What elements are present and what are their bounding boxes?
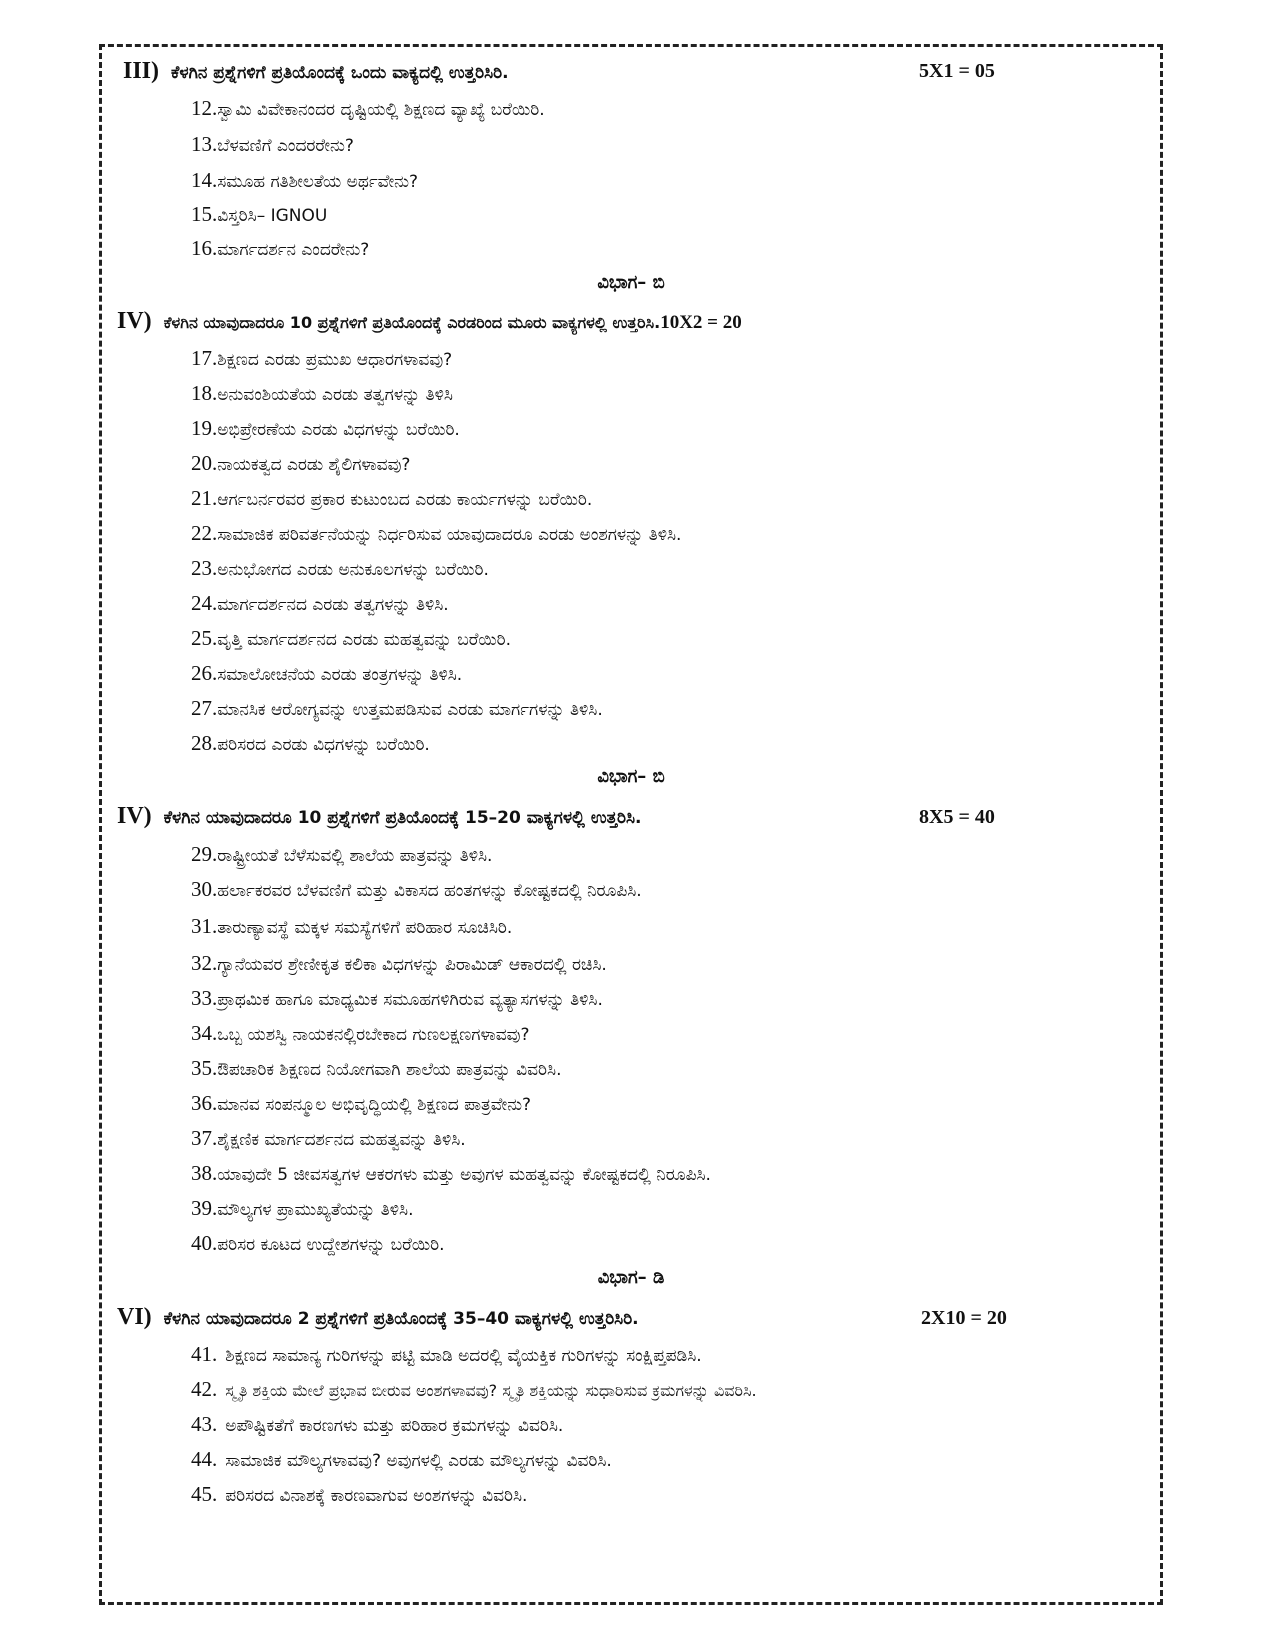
section-marks: 8X5 = 40: [919, 806, 995, 828]
question-item: [191, 1377, 1255, 1402]
question-item: [191, 1196, 1255, 1221]
section-header: [123, 58, 1187, 85]
question-number: 18.: [191, 381, 218, 405]
section-instruction: ಕೆಳಗಿನ ಪ್ರಶ್ನೆಗಳಿಗೆ ಪ್ರತಿಯೊಂದಕ್ಕೆ ಒಂದು ವಾಕ್ಯದಲ್ಲಿ ಉತ್ತರಿಸಿರಿ.: [171, 63, 509, 83]
question-text: ಔಪಚಾರಿಕ ಶಿಕ್ಷಣದ ನಿಯೋಗವಾಗಿ ಶಾಲೆಯ ಪಾತ್ರವನ್ನು ವಿವರಿಸಿ.: [217, 1060, 562, 1080]
question-item: [191, 416, 1255, 441]
question-item: [191, 731, 1255, 756]
question-item: [191, 1412, 1255, 1437]
question-text: ಅನುಭೋಗದ ಎರಡು ಅನುಕೂಲಗಳನ್ನು ಬರೆಯಿರಿ.: [217, 560, 489, 580]
question-item: [191, 346, 1255, 371]
question-item: [191, 381, 1255, 406]
question-item: [191, 1126, 1255, 1151]
question-number: 38.: [191, 1161, 218, 1185]
question-number: 31.: [191, 914, 218, 938]
section-numeral: IV): [117, 308, 152, 334]
question-text: ಅನುವಂಶಿಯತೆಯ ಎರಡು ತತ್ವಗಳನ್ನು ತಿಳಿಸಿ: [217, 385, 453, 405]
question-text: ವಿಸ್ತರಿಸಿ– IGNOU: [217, 206, 328, 226]
question-number: 17.: [191, 346, 218, 370]
question-text: ಅಭಿಪ್ರೇರಣೆಯ ಎರಡು ವಿಧಗಳನ್ನು ಬರೆಯಿರಿ.: [217, 420, 460, 440]
question-item: [191, 842, 1255, 867]
question-number: 28.: [191, 731, 218, 755]
question-number: 44.: [191, 1447, 218, 1471]
question-text: ಮಾರ್ಗದರ್ಶನ ಎಂದರೇನು?: [217, 240, 370, 260]
question-text: ಸಾಮಾಜಿಕ ಮೌಲ್ಯಗಳಾವವು? ಅವುಗಳಲ್ಲಿ ಎರಡು ಮೌಲ್ಯಗಳನ್ನು ವಿವರಿಸಿ.: [225, 1451, 612, 1471]
question-number: 14.: [191, 168, 218, 192]
question-number: 20.: [191, 451, 218, 475]
question-item: [191, 202, 1255, 227]
question-text: ಯಾವುದೇ 5 ಜೀವಸತ್ವಗಳ ಆಕರಗಳು ಮತ್ತು ಅವುಗಳ ಮಹತ್ವವನ್ನು ಕೋಷ್ಟಕದಲ್ಲಿ ನಿರೂಪಿಸಿ.: [217, 1165, 711, 1185]
question-number: 13.: [191, 132, 218, 156]
question-text: ಮಾರ್ಗದರ್ಶನದ ಎರಡು ತತ್ವಗಳನ್ನು ತಿಳಿಸಿ.: [217, 595, 449, 615]
question-text: ಹರ್ಲಾಕರವರ ಬೆಳವಣಿಗೆ ಮತ್ತು ವಿಕಾಸದ ಹಂತಗಳನ್ನು ಕೋಷ್ಟಕದಲ್ಲಿ ನಿರೂಪಿಸಿ.: [217, 881, 642, 901]
question-number: 42.: [191, 1377, 218, 1401]
question-number: 39.: [191, 1196, 218, 1220]
question-item: [191, 132, 1255, 157]
question-text: ರಾಷ್ಟ್ರೀಯತೆ ಬೆಳೆಸುವಲ್ಲಿ ಶಾಲೆಯ ಪಾತ್ರವನ್ನು ತಿಳಿಸಿ.: [217, 846, 493, 866]
question-item: [191, 626, 1255, 651]
section-instruction: ಕೆಳಗಿನ ಯಾವುದಾದರೂ 10 ಪ್ರಶ್ನೆಗಳಿಗೆ ಪ್ರತಿಯೊಂದಕ್ಕೆ ಎರಡರಿಂದ ಮೂರು ವಾಕ್ಯಗಳಲ್ಲಿ ಉತ್ತರಿಸಿ.: [163, 313, 661, 332]
question-item: [191, 96, 1255, 121]
question-item: [191, 1021, 1255, 1046]
question-text: ಪರಿಸರದ ವಿನಾಶಕ್ಕೆ ಕಾರಣವಾಗುವ ಅಂಶಗಳನ್ನು ವಿವರಿಸಿ.: [225, 1486, 528, 1506]
question-item: [191, 914, 1255, 939]
question-text: ಒಬ್ಬ ಯಶಸ್ವಿ ನಾಯಕನಲ್ಲಿರಬೇಕಾದ ಗುಣಲಕ್ಷಣಗಳಾವವು?: [217, 1025, 530, 1045]
question-number: 22.: [191, 521, 218, 545]
section-header: [117, 308, 1181, 335]
question-number: 19.: [191, 416, 218, 440]
question-text: ಶಿಕ್ಷಣದ ಎರಡು ಪ್ರಮುಖ ಆಧಾರಗಳಾವವು?: [217, 350, 453, 370]
question-number: 37.: [191, 1126, 218, 1150]
question-number: 27.: [191, 696, 218, 720]
section-heading: ವಿಭಾಗ– ಬಿ: [597, 766, 665, 787]
question-number: 23.: [191, 556, 218, 580]
section-heading: ವಿಭಾಗ– ಬಿ: [597, 272, 665, 293]
question-number: 40.: [191, 1231, 218, 1255]
question-number: 29.: [191, 842, 218, 866]
question-item: [191, 1447, 1255, 1472]
section-marks: 5X1 = 05: [919, 60, 995, 82]
question-text: ಪರಿಸರದ ಎರಡು ವಿಧಗಳನ್ನು ಬರೆಯಿರಿ.: [217, 735, 430, 755]
question-text: ಗ್ಯಾನೆಯವರ ಶ್ರೇಣೀಕೃತ ಕಲಿಕಾ ವಿಧಗಳನ್ನು ಪಿರಾಮಿಡ್ ಆಕಾರದಲ್ಲಿ ರಚಿಸಿ.: [217, 955, 607, 975]
question-item: [191, 486, 1255, 511]
question-item: [191, 696, 1255, 721]
question-number: 45.: [191, 1482, 218, 1506]
section-numeral: IV): [117, 803, 152, 829]
section-instruction: ಕೆಳಗಿನ ಯಾವುದಾದರೂ 2 ಪ್ರಶ್ನೆಗಳಿಗೆ ಪ್ರತಿಯೊಂದಕ್ಕೆ 35–40 ವಾಕ್ಯಗಳಲ್ಲಿ ಉತ್ತರಿಸಿರಿ.: [163, 1309, 639, 1329]
question-item: [191, 168, 1255, 193]
question-text: ಮಾನಸಿಕ ಆರೋಗ್ಯವನ್ನು ಉತ್ತಮಪಡಿಸುವ ಎರಡು ಮಾರ್ಗಗಳನ್ನು ತಿಳಿಸಿ.: [217, 700, 603, 720]
question-text: ಪರಿಸರ ಕೂಟದ ಉದ್ದೇಶಗಳನ್ನು ಬರೆಯಿರಿ.: [217, 1235, 445, 1255]
question-text: ನಾಯಕತ್ವದ ಎರಡು ಶೈಲಿಗಳಾವವು?: [217, 455, 411, 475]
question-text: ತಾರುಣ್ಯಾವಸ್ಥೆ ಮಕ್ಕಳ ಸಮಸ್ಯೆಗಳಿಗೆ ಪರಿಹಾರ ಸೂಚಿಸಿರಿ.: [217, 918, 513, 938]
question-item: [191, 1056, 1255, 1081]
question-text: ಸಮಾಲೋಚನೆಯ ಎರಡು ತಂತ್ರಗಳನ್ನು ತಿಳಿಸಿ.: [217, 665, 463, 685]
section-header: [117, 1304, 1181, 1331]
question-number: 34.: [191, 1021, 218, 1045]
section-heading: ವಿಭಾಗ– ಡಿ: [597, 1267, 665, 1288]
question-item: [191, 877, 1255, 902]
question-number: 33.: [191, 986, 218, 1010]
question-number: 32.: [191, 951, 218, 975]
question-item: [191, 521, 1255, 546]
question-item: [191, 1231, 1255, 1256]
section-numeral: III): [123, 58, 160, 84]
question-number: 24.: [191, 591, 218, 615]
question-number: 12.: [191, 96, 218, 120]
section-header: [117, 803, 1181, 830]
section-marks: 10X2 = 20: [660, 312, 742, 333]
question-text: ಅಪೌಷ್ಟಿಕತೆಗೆ ಕಾರಣಗಳು ಮತ್ತು ಪರಿಹಾರ ಕ್ರಮಗಳನ್ನು ವಿವರಿಸಿ.: [225, 1416, 564, 1436]
question-number: 43.: [191, 1412, 218, 1436]
question-number: 41.: [191, 1342, 218, 1366]
question-text: ವೃತ್ತಿ ಮಾರ್ಗದರ್ಶನದ ಎರಡು ಮಹತ್ವವನ್ನು ಬರೆಯಿರಿ.: [217, 630, 512, 650]
question-number: 30.: [191, 877, 218, 901]
question-text: ಬೆಳವಣಿಗೆ ಎಂದರರೇನು?: [217, 136, 354, 156]
question-item: [191, 556, 1255, 581]
question-item: [191, 591, 1255, 616]
question-text: ಸ್ವಾಮಿ ವಿವೇಕಾನಂದರ ದೃಷ್ಟಿಯಲ್ಲಿ ಶಿಕ್ಷಣದ ವ್ಯಾಖ್ಯೆ ಬರೆಯಿರಿ.: [217, 100, 545, 120]
question-text: ಶಿಕ್ಷಣದ ಸಾಮಾನ್ಯ ಗುರಿಗಳನ್ನು ಪಟ್ಟಿ ಮಾಡಿ ಅದರಲ್ಲಿ ವೈಯಕ್ತಿಕ ಗುರಿಗಳನ್ನು ಸಂಕ್ಷಿಪ್ತಪಡಿಸಿ.: [225, 1346, 702, 1366]
question-text: ಮಾನವ ಸಂಪನ್ಮೂಲ ಅಭಿವೃದ್ಧಿಯಲ್ಲಿ ಶಿಕ್ಷಣದ ಪಾತ್ರವೇನು?: [217, 1095, 532, 1115]
question-text: ಸಾಮಾಜಿಕ ಪರಿವರ್ತನೆಯನ್ನು ನಿರ್ಧರಿಸುವ ಯಾವುದಾದರೂ ಎರಡು ಅಂಶಗಳನ್ನು ತಿಳಿಸಿ.: [217, 525, 682, 545]
question-item: [191, 1342, 1255, 1367]
question-item: [191, 1161, 1255, 1186]
question-number: 16.: [191, 236, 218, 260]
question-item: [191, 451, 1255, 476]
question-number: 25.: [191, 626, 218, 650]
question-number: 26.: [191, 661, 218, 685]
question-item: [191, 1091, 1255, 1116]
question-item: [191, 236, 1255, 261]
question-item: [191, 986, 1255, 1011]
question-text: ಸ್ಮೃತಿ ಶಕ್ತಿಯ ಮೇಲೆ ಪ್ರಭಾವ ಬೀರುವ ಅಂಶಗಳಾವವು? ಸ್ಮೃತಿ ಶಕ್ತಿಯನ್ನು ಸುಧಾರಿಸುವ ಕ್ರಮಗಳನ್ನು ವಿವರಿಸಿ.: [225, 1381, 757, 1400]
section-instruction: ಕೆಳಗಿನ ಯಾವುದಾದರೂ 10 ಪ್ರಶ್ನೆಗಳಿಗೆ ಪ್ರತಿಯೊಂದಕ್ಕೆ 15–20 ವಾಕ್ಯಗಳಲ್ಲಿ ಉತ್ತರಿಸಿ.: [163, 808, 642, 828]
section-numeral: VI): [117, 1304, 152, 1330]
question-text: ಶೈಕ್ಷಣಿಕ ಮಾರ್ಗದರ್ಶನದ ಮಹತ್ವವನ್ನು ತಿಳಿಸಿ.: [217, 1130, 466, 1150]
question-number: 36.: [191, 1091, 218, 1115]
question-item: [191, 951, 1255, 976]
question-text: ಮೌಲ್ಯಗಳ ಪ್ರಾಮುಖ್ಯತೆಯನ್ನು ತಿಳಿಸಿ.: [217, 1200, 414, 1220]
section-marks: 2X10 = 20: [921, 1307, 1007, 1329]
question-number: 15.: [191, 202, 218, 226]
question-number: 35.: [191, 1056, 218, 1080]
question-text: ಆರ್ಗಬರ್ನರವರ ಪ್ರಕಾರ ಕುಟುಂಬದ ಎರಡು ಕಾರ್ಯಗಳನ್ನು ಬರೆಯಿರಿ.: [217, 490, 593, 510]
question-text: ಸಮೂಹ ಗತಿಶೀಲತೆಯ ಅರ್ಥವೇನು?: [217, 172, 419, 192]
question-number: 21.: [191, 486, 218, 510]
question-text: ಪ್ರಾಥಮಿಕ ಹಾಗೂ ಮಾಧ್ಯಮಿಕ ಸಮೂಹಗಳಿಗಿರುವ ವ್ಯತ್ಯಾಸಗಳನ್ನು ತಿಳಿಸಿ.: [217, 990, 603, 1010]
question-item: [191, 661, 1255, 686]
question-item: [191, 1482, 1255, 1507]
